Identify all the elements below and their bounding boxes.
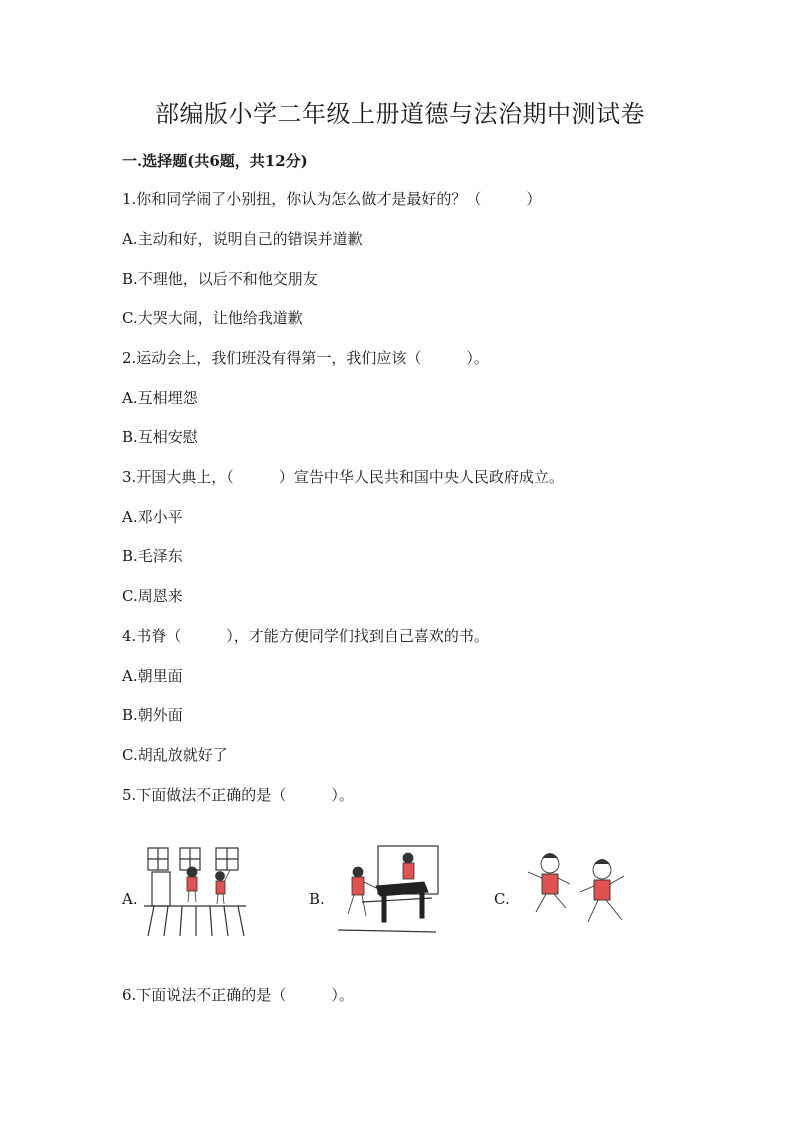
question-5-option-b-label[interactable]: B. (309, 890, 325, 908)
question-1-option-a[interactable]: A.主动和好，说明自己的错误并道歉 (122, 230, 363, 248)
question-4-option-a[interactable]: A.朝里面 (122, 667, 183, 685)
page-title: 部编版小学二年级上册道德与法治期中测试卷 (155, 100, 645, 128)
question-2-option-b[interactable]: B.互相安慰 (122, 428, 198, 446)
question-2-option-a[interactable]: A.互相埋怨 (122, 389, 198, 407)
kids-playing-illustration (518, 842, 638, 938)
question-5-option-c-label[interactable]: C. (494, 890, 510, 908)
question-3-stem: 3.开国大典上，（ ）宣告中华人民共和国中央人民政府成立。 (122, 468, 564, 486)
question-3-option-b[interactable]: B.毛泽东 (122, 547, 183, 565)
question-4-option-c[interactable]: C.胡乱放就好了 (122, 746, 228, 764)
question-1-option-c[interactable]: C.大哭大闹，让他给我道歉 (122, 309, 303, 327)
window-children-illustration (144, 842, 246, 938)
classroom-desk-illustration (332, 842, 442, 938)
question-3-option-c[interactable]: C.周恩来 (122, 587, 183, 605)
question-6-stem: 6.下面说法不正确的是（ ）。 (122, 986, 354, 1004)
question-4-stem: 4.书脊（ ），才能方便同学们找到自己喜欢的书。 (122, 627, 489, 645)
question-5-option-a-label[interactable]: A. (122, 890, 138, 908)
question-1-option-b[interactable]: B.不理他，以后不和他交朋友 (122, 270, 318, 288)
section-heading: 一.选择题(共6题，共12分) (122, 152, 308, 170)
question-4-option-b[interactable]: B.朝外面 (122, 706, 183, 724)
question-3-option-a[interactable]: A.邓小平 (122, 508, 183, 526)
question-2-stem: 2.运动会上，我们班没有得第一，我们应该（ ）。 (122, 349, 489, 367)
question-5-image-options (122, 842, 642, 942)
question-5-stem: 5.下面做法不正确的是（ ）。 (122, 786, 354, 804)
question-1-stem: 1.你和同学闹了小别扭，你认为怎么做才是最好的？（ ） (122, 190, 542, 208)
